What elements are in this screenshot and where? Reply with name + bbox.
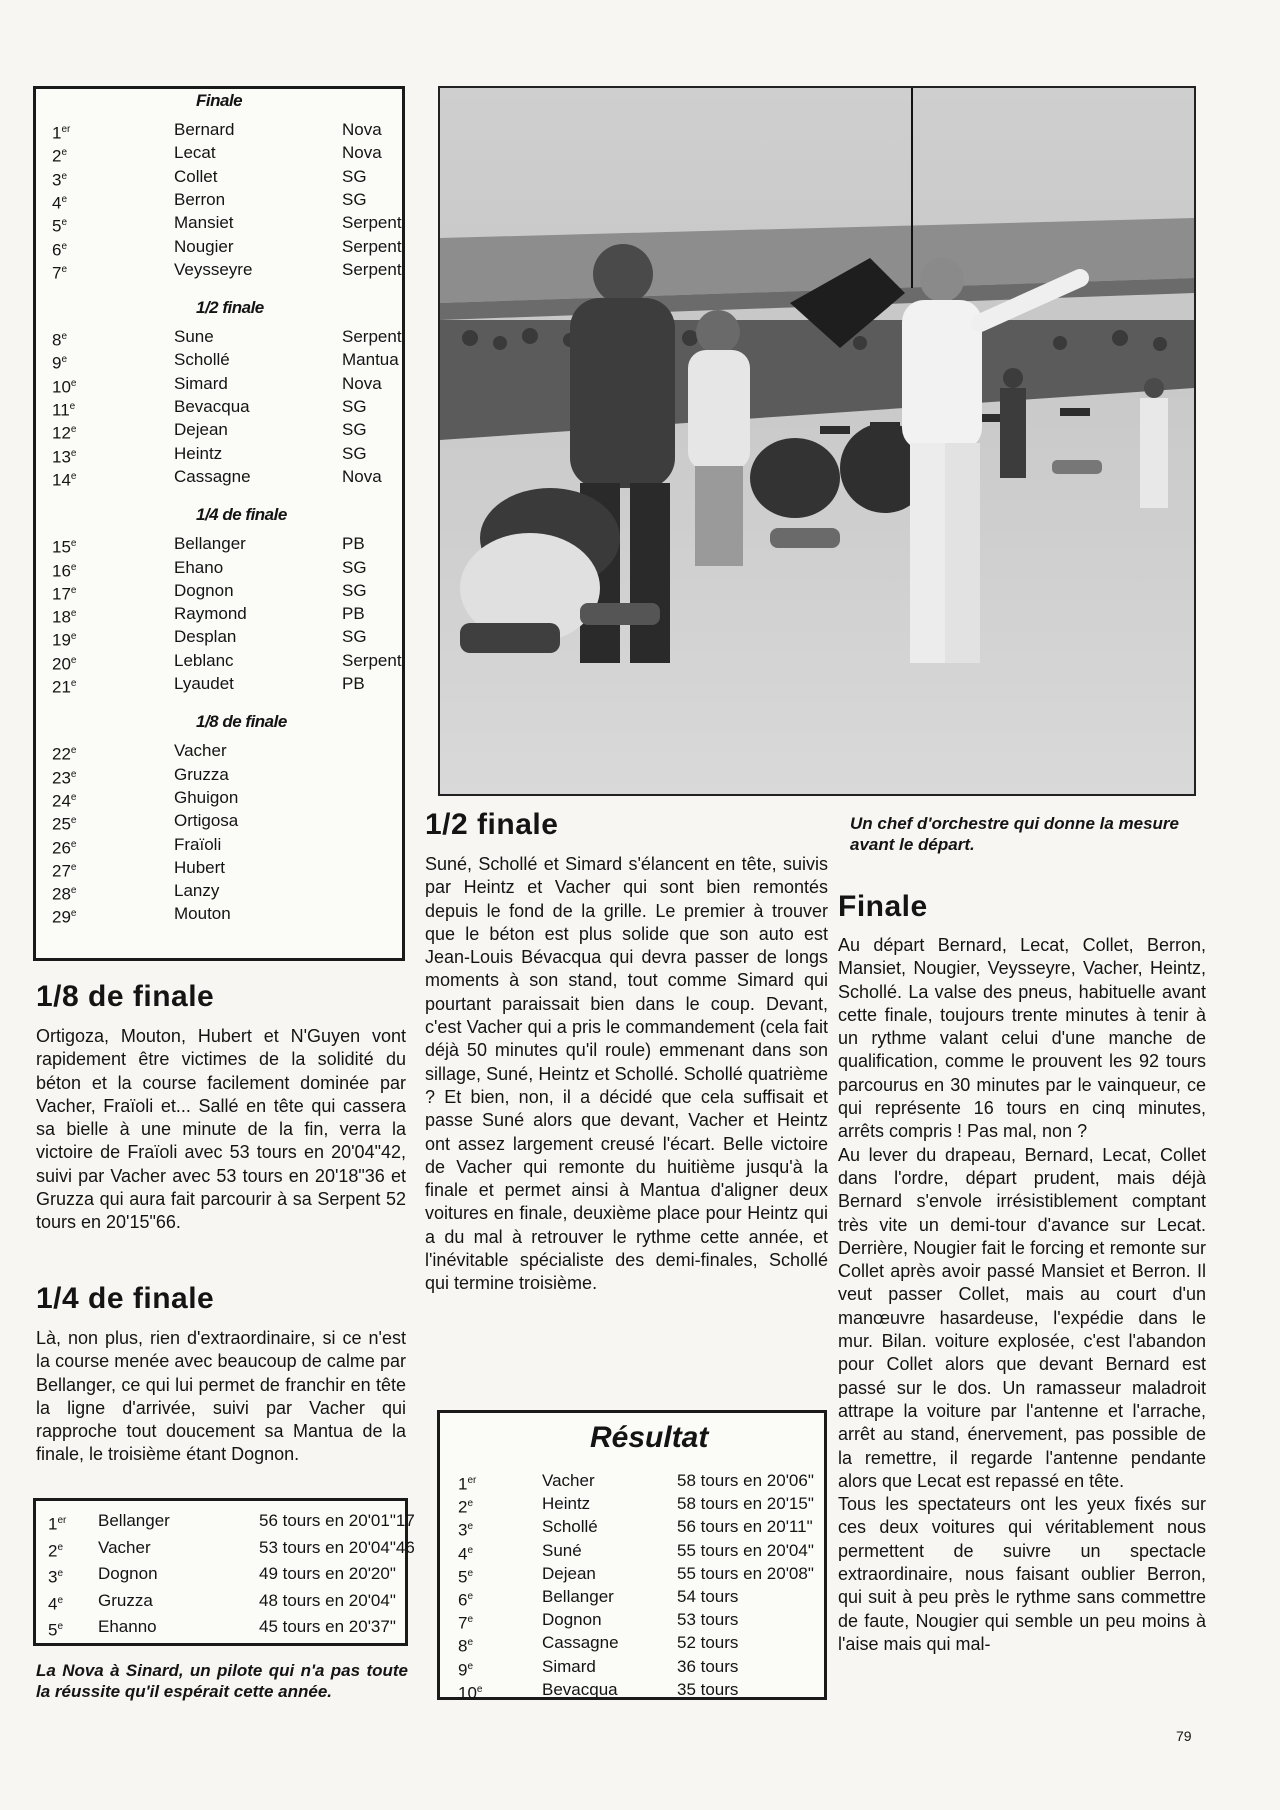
heading-quarter-final: 1/4 de finale (36, 1282, 215, 1315)
driver-name: Fraïoli (174, 834, 222, 854)
result-value: 55 tours en 20'04" (677, 1540, 814, 1560)
finale-text (838, 934, 1206, 1656)
ranking-row (36, 325, 402, 348)
driver-name: Simard (174, 373, 228, 393)
quarter-result-row (36, 1589, 405, 1612)
ranking-group-title: Finale (196, 91, 243, 110)
team-name: Nova (342, 120, 382, 139)
position-cell: 3e (48, 1567, 64, 1587)
resultat-row (440, 1608, 824, 1631)
heading-half-final: 1/2 finale (425, 808, 559, 841)
result-value: 54 tours (677, 1587, 739, 1606)
driver-name: Suné (542, 1540, 582, 1560)
ranking-row (36, 649, 402, 672)
position-cell: 6e (458, 1590, 474, 1610)
position-cell: 10e (52, 377, 77, 397)
driver-name: Bellanger (98, 1511, 170, 1530)
position-cell: 2e (48, 1541, 64, 1561)
position-cell: 11e (52, 400, 76, 420)
resultat-row (440, 1585, 824, 1608)
resultat-row (440, 1562, 824, 1585)
position-cell: 9e (458, 1660, 474, 1680)
position-cell: 1er (458, 1474, 477, 1494)
position-cell: 4e (48, 1594, 64, 1614)
result-value: 35 tours (677, 1679, 739, 1699)
driver-name: Cassagne (542, 1633, 619, 1653)
position-cell: 16e (52, 561, 77, 581)
ranking-row (36, 902, 402, 928)
position-cell: 4e (52, 193, 68, 213)
driver-name: Vacher (174, 741, 227, 761)
team-name: PB (342, 604, 365, 624)
resultat-row (440, 1492, 824, 1515)
ranking-row (36, 579, 402, 602)
team-name: SG (342, 166, 367, 186)
position-cell: 9e (52, 354, 68, 374)
position-cell: 6e (52, 240, 68, 260)
team-name: SG (342, 627, 367, 647)
ranking-row (36, 602, 402, 625)
driver-name: Leblanc (174, 650, 234, 670)
ranking-table (33, 86, 405, 961)
position-cell: 7e (458, 1613, 474, 1633)
position-cell: 14e (52, 470, 77, 490)
driver-name: Bernard (174, 120, 235, 139)
quarter-result-row (36, 1509, 415, 1534)
driver-name: Sune (174, 327, 214, 347)
driver-name: Berron (174, 189, 226, 209)
driver-name: Desplan (174, 627, 237, 647)
photo-caption: Un chef d'orchestre qui donne la mesure avant le départ. (850, 814, 1180, 854)
resultat-row (440, 1539, 824, 1562)
team-name: Nova (342, 373, 382, 393)
ranking-row (36, 532, 402, 555)
driver-name: Raymond (174, 604, 247, 624)
position-cell: 3e (52, 170, 68, 190)
resultat-row (440, 1469, 824, 1492)
team-name: PB (342, 674, 365, 693)
position-cell: 21e (52, 677, 77, 697)
resultat-row (440, 1678, 824, 1701)
driver-name: Heintz (542, 1494, 591, 1514)
team-name: PB (342, 534, 365, 554)
ranking-row (36, 165, 402, 188)
position-cell: 1er (48, 1514, 67, 1534)
position-cell: 28e (52, 884, 77, 904)
position-cell: 27e (52, 861, 77, 881)
position-cell: 5e (52, 216, 68, 236)
position-cell: 2e (458, 1497, 474, 1517)
ranking-row (36, 556, 402, 579)
ranking-row (36, 118, 402, 141)
team-name: Mantua (342, 350, 399, 370)
ranking-row (36, 809, 402, 832)
ranking-row (36, 258, 402, 281)
position-cell: 5e (458, 1567, 474, 1587)
driver-name: Vacher (98, 1537, 151, 1557)
driver-name: Ghuigon (174, 787, 239, 807)
half-final-text: Suné, Schollé et Simard s'élancent en tête, suivis par Heintz et Vacher qui sont bien remontés depuis le fond de la grille. Le premier à trouver que le béton est plus solide que son auto est Jean-Louis Bévacqua qui devra passer de longs moments à son stand, tout comme Simard qui pourtant paraissait bien dans le coup. Devant, c'est Vacher qui a pris le commandement (cela fait déjà 50 minutes qu'il roule) emmenant dans son sillage, Suné, Heintz et Schollé. Schollé quatrième ? Et bien, non, il a décidé que cela suffisait et passe Suné alors que devant, Vacher et Heintz ont assez largement creusé l'écart. Belle victoire de Vacher qui remonte du huitième jusqu'à la finale et permet ainsi à Mantua d'aligner deux voitures en finale, deuxième place pour Heintz qui a du mal à retrouver le rythme cette année, et l'inévitable spécialiste des demi-finales, Schollé qui termine troisième. (425, 854, 828, 1294)
result-value: 53 tours (677, 1610, 739, 1630)
driver-name: Bevacqua (542, 1679, 618, 1699)
resultat-table (437, 1410, 827, 1703)
ranking-group-title: 1/2 finale (196, 298, 264, 318)
driver-name: Veysseyre (174, 259, 253, 279)
ranking-row (36, 465, 402, 488)
position-cell: 24e (52, 791, 77, 811)
finale-paragraph-2: Au lever du drapeau, Bernard, Lecat, Collet dans l'ordre, départ prudent, mais déjà Bernard s'envole irrésistiblement comptant très vite un demi-tour d'avance sur Lecat. Derrière, Nougier fait le forcing et remonte sur Collet après avoir passé Mansiet et Berron. Il veut passer Collet, mais au court d'un manœuvre hasardeuse, l'expédie dans le mur. Bilan. voiture explosée, c'est l'abandon pour Collet alors que devant Bernard est passé sur le dos. Un ramasseur maladroit attrape la voiture par l'antenne et l'arrache, arrêt au stand, énervement, pas possible de la remettre, il regarde l'antenne pendante alors que Lecat est repassé en tête. (838, 1144, 1206, 1491)
ranking-row (36, 395, 402, 418)
ranking-row (36, 833, 402, 856)
result-value: 56 tours en 20'01"17 (259, 1511, 415, 1530)
team-name: Serpent (342, 259, 402, 279)
team-name: SG (342, 580, 367, 600)
position-cell: 29e (52, 908, 77, 928)
position-cell: 1er (52, 123, 71, 143)
heading-finale: Finale (838, 890, 928, 923)
driver-name: Simard (542, 1656, 596, 1676)
ranking-group-title: 1/4 de finale (196, 505, 287, 525)
driver-name: Dognon (542, 1610, 602, 1630)
race-photo-illustration (440, 88, 1194, 794)
result-value: 55 tours en 20'08" (677, 1563, 814, 1583)
position-cell: 23e (52, 768, 77, 788)
position-cell: 12e (52, 423, 77, 443)
result-value: 58 tours en 20'06" (677, 1471, 814, 1490)
ranking-row (36, 348, 402, 374)
finale-paragraph-1: Au départ Bernard, Lecat, Collet, Berron, Mansiet, Nougier, Veysseyre, Vacher, Heintz, Schollé. La valse des pneus, habituelle avant cette finale, toujours trente minutes à tenir à un rythme valant celui d'une manche de qualification, comme le prouvent les 92 tours parcourus en 30 minutes par le vainqueur, ce qui représente 16 tours en cinq minutes, arrêts compris ! Pas mal, non ? (838, 935, 1206, 1142)
result-value: 49 tours en 20'20" (259, 1564, 396, 1583)
position-cell: 3e (458, 1521, 474, 1541)
position-cell: 22e (52, 744, 77, 764)
team-name: SG (342, 397, 367, 416)
ranking-row (36, 739, 402, 762)
driver-name: Heintz (174, 443, 223, 463)
position-cell: 25e (52, 814, 77, 834)
driver-name: Lanzy (174, 881, 220, 901)
position-cell: 20e (52, 654, 77, 674)
result-value: 53 tours en 20'04"46 (259, 1537, 415, 1557)
resultat-row (440, 1655, 824, 1678)
quarter-results-table (33, 1498, 415, 1646)
driver-name: Mansiet (174, 213, 234, 233)
driver-name: Dejean (174, 420, 228, 440)
team-name: SG (342, 443, 367, 463)
driver-name: Collet (174, 166, 218, 186)
driver-name: Bevacqua (174, 397, 250, 416)
driver-name: Gruzza (98, 1590, 153, 1610)
ranking-row (36, 786, 402, 809)
team-name: Nova (342, 143, 382, 163)
driver-name: Vacher (542, 1471, 595, 1490)
ranking-row (36, 141, 402, 164)
result-value: 45 tours en 20'37" (259, 1617, 396, 1636)
ranking-row (36, 856, 402, 879)
resultat-row (440, 1631, 824, 1657)
ranking-row (36, 672, 402, 695)
team-name: Serpent (342, 213, 402, 233)
heading-eighth-final: 1/8 de finale (36, 980, 215, 1013)
result-value: 52 tours (677, 1633, 739, 1653)
driver-name: Mouton (174, 904, 231, 924)
driver-name: Schollé (174, 350, 230, 370)
driver-name: Nougier (174, 236, 234, 256)
position-cell: 19e (52, 631, 77, 651)
driver-name: Lecat (174, 143, 216, 163)
resultat-row (440, 1515, 824, 1541)
ranking-row (36, 418, 402, 441)
driver-name: Gruzza (174, 764, 229, 784)
quarter-result-row (36, 1562, 405, 1585)
ranking-group-title: 1/8 de finale (196, 712, 287, 732)
driver-name: Lyaudet (174, 674, 234, 693)
driver-name: Hubert (174, 857, 226, 877)
driver-name: Dognon (98, 1564, 158, 1583)
position-cell: 4e (458, 1544, 474, 1564)
team-name: Serpent (342, 650, 402, 670)
driver-name: Bellanger (174, 534, 246, 554)
team-name: Serpent (342, 327, 402, 347)
team-name: Serpent (342, 236, 402, 256)
position-cell: 10e (458, 1683, 483, 1703)
ranking-row (36, 211, 402, 234)
position-cell: 17e (52, 584, 77, 604)
driver-name: Cassagne (174, 466, 251, 486)
quarter-result-row (36, 1536, 415, 1561)
team-name: SG (342, 420, 367, 440)
driver-name: Ortigosa (174, 811, 239, 831)
ranking-row (36, 372, 402, 395)
race-photo (438, 86, 1196, 796)
team-name: SG (342, 189, 367, 209)
position-cell: 8e (458, 1637, 474, 1657)
finale-paragraph-3: Tous les spectateurs ont les yeux fixés sur ces deux voitures qui véritablement nous permettent de suivre un spectacle extraordinaire, nous faisant oublier Berron, qui suit à peu près le rythme sans commettre de faute, Nougier qui semble un peu moins à l'aise mais qui mal- (838, 1494, 1206, 1654)
team-name: SG (342, 557, 367, 577)
result-value: 56 tours en 20'11" (677, 1517, 813, 1537)
driver-name: Ehano (174, 557, 224, 577)
ranking-row (36, 763, 402, 786)
position-cell: 26e (52, 838, 77, 858)
ranking-row (36, 879, 402, 902)
ranking-row (36, 235, 402, 258)
position-cell: 5e (48, 1620, 64, 1640)
ranking-row (36, 188, 402, 211)
team-name: Nova (342, 466, 382, 486)
quarter-final-text: Là, non plus, rien d'extraordinaire, si ce n'est la course menée avec beaucoup de calme par Bellanger, ce qui lui permet de franchir en tête la ligne d'arrivée, suivi par Vacher qui rapproche tout doucement sa Mantua de la finale, le troisième étant Dognon. (36, 1328, 406, 1465)
page-number: 79 (1176, 1728, 1192, 1744)
position-cell: 2e (52, 146, 68, 166)
result-value: 36 tours (677, 1656, 739, 1676)
driver-name: Dejean (542, 1563, 596, 1583)
driver-name: Schollé (542, 1517, 598, 1537)
position-cell: 7e (52, 263, 68, 283)
position-cell: 15e (52, 537, 77, 557)
quarter-result-row (36, 1615, 405, 1638)
resultat-title: Résultat (590, 1421, 709, 1454)
position-cell: 13e (52, 447, 77, 467)
driver-name: Dognon (174, 580, 234, 600)
position-cell: 8e (52, 330, 68, 350)
result-value: 58 tours en 20'15" (677, 1494, 814, 1514)
left-caption: La Nova à Sinard, un pilote qui n'a pas toute la réussite qu'il espérait cette année. (36, 1661, 408, 1701)
position-cell: 18e (52, 607, 77, 627)
result-value: 48 tours en 20'04" (259, 1590, 396, 1610)
ranking-row (36, 625, 402, 651)
driver-name: Bellanger (542, 1587, 614, 1606)
ranking-row (36, 442, 402, 465)
eighth-final-text: Ortigoza, Mouton, Hubert et N'Guyen vont rapidement être victimes de la solidité du béton et la course facilement dominée par Vacher, Fraïoli et... Sallé en tête qui cassera sa bielle à une minute de la fin, verra la victoire de Fraïoli avec 53 tours en 20'04"42, suivi par Vacher avec 53 tours en 20'18"36 et Gruzza qui aura fait parcourir à sa Serpent 52 tours en 20'15"66. (36, 1026, 406, 1233)
driver-name: Ehanno (98, 1617, 157, 1636)
